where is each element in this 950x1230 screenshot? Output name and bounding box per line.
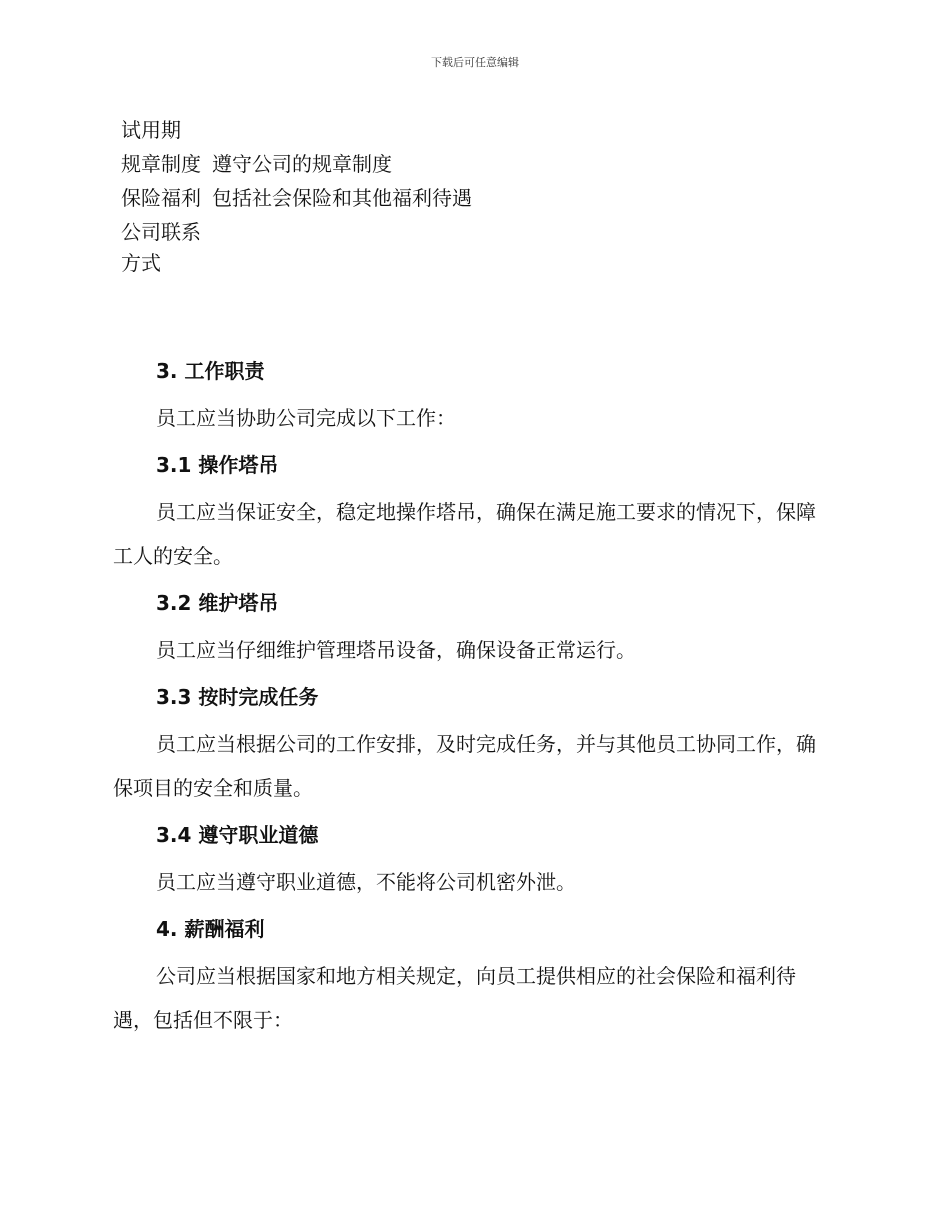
- section-3-4-heading: 3.4 遵守职业道德: [156, 823, 319, 847]
- row-value-rules: 遵守公司的规章制度: [212, 152, 392, 176]
- page-header: 下载后可任意编辑: [431, 56, 519, 69]
- section-3-4-text: 员工应当遵守职业道德，不能将公司机密外泄。: [156, 870, 576, 894]
- table-row: [121, 149, 482, 180]
- section-3-3-heading: 3.3 按时完成任务: [156, 685, 319, 709]
- document-body: [113, 356, 833, 1042]
- row-label-rules: 规章制度: [121, 152, 201, 176]
- row-value-contact: [212, 217, 482, 279]
- row-label-probation: 试用期: [121, 118, 181, 142]
- section-4-text: 公司应当根据国家和地方相关规定，向员工提供相应的社会保险和福利待遇，包括但不限于：: [113, 964, 796, 1032]
- section-3-1-heading: 3.1 操作塔吊: [156, 453, 279, 477]
- table-row: [121, 115, 482, 146]
- table-row: [121, 183, 482, 214]
- section-3-3-text: 员工应当根据公司的工作安排，及时完成任务，并与其他员工协同工作，确保项目的安全和质量。: [113, 732, 816, 800]
- row-value-insurance: 包括社会保险和其他福利待遇: [212, 186, 472, 210]
- info-table: [121, 115, 482, 281]
- row-value-probation: [212, 115, 482, 146]
- section-3-1-text: 员工应当保证安全，稳定地操作塔吊，确保在满足施工要求的情况下，保障工人的安全。: [113, 500, 816, 568]
- row-label-insurance: 保险福利: [121, 186, 201, 210]
- table-row: [121, 217, 482, 279]
- section-4-heading: 4. 薪酬福利: [156, 917, 265, 941]
- section-3-heading: 3. 工作职责: [156, 359, 265, 383]
- section-3-2-text: 员工应当仔细维护管理塔吊设备，确保设备正常运行。: [156, 638, 636, 662]
- section-3-intro: 员工应当协助公司完成以下工作：: [156, 406, 456, 430]
- row-label-contact: 公司联系方式: [121, 220, 201, 275]
- section-3-2-heading: 3.2 维护塔吊: [156, 591, 279, 615]
